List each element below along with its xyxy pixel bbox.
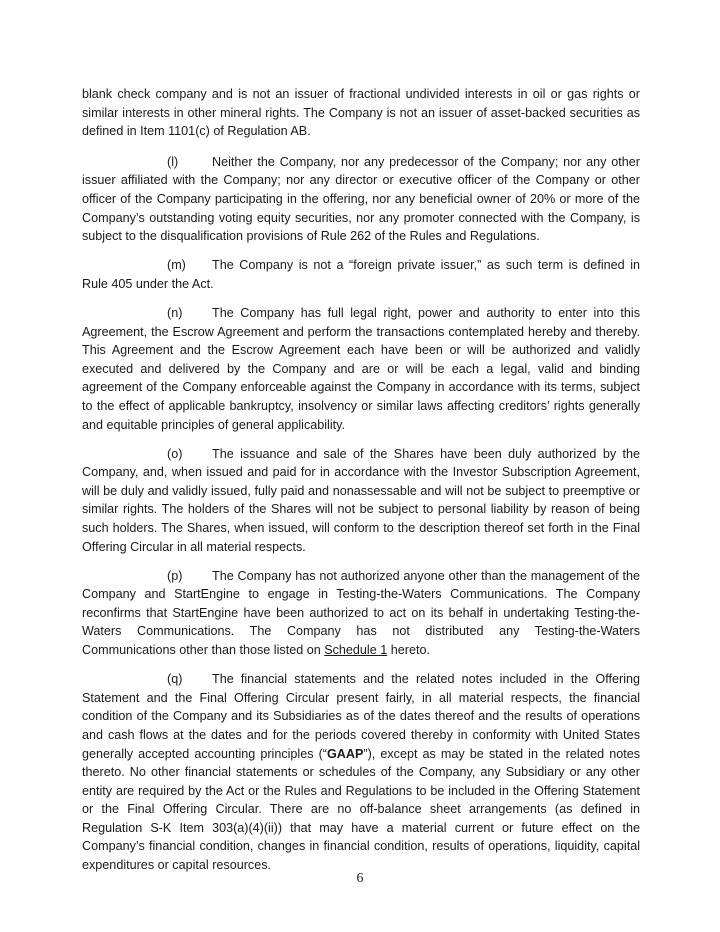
paragraph-text-end: hereto.	[387, 643, 430, 658]
paragraph-o	[82, 445, 640, 557]
paragraph-text-end: ”), except as may be stated in the related notes thereto. No other financial statements or schedules of the Company, any Subsidiary or any other entity are required by the Act or the Rules and Regulations to be included in the Offering Statement or the Final Offering Circular. There are no off-balance sheet arrangements (as defined in Regulation S-K Item 303(a)(4)(ii)) that may have a material current or future effect on the Company’s financial condition, changes in financial condition, results of operations, liquidity, capital expenditures or capital resources.	[82, 746, 641, 873]
paragraph-marker: (l)	[167, 154, 179, 169]
document-body	[82, 85, 640, 885]
paragraph-marker: (m)	[167, 258, 186, 273]
schedule-1-reference: Schedule 1	[324, 643, 388, 658]
paragraph-text: blank check company and is not an issuer of fractional undivided interests in oil or gas rights or similar interests in other mineral rights. The Company is not an issuer of asset-backed securities as defined in Item 1101(c) of Regulation AB.	[82, 87, 640, 139]
defined-term-gaap: GAAP	[327, 746, 364, 761]
paragraph-text: Neither the Company, nor any predecessor of the Company; nor any other issuer affiliated with the Company; nor any director or executive officer of the Company or other officer of the Company participating in the offering, nor any beneficial owner of 20% or more of the Company’s outstanding voting equity securities, nor any promoter connected with the Company, is subject to the disqualification provisions of Rule 262 of the Rules and Regulations.	[82, 154, 640, 244]
page-number: 6	[356, 871, 364, 886]
paragraph-text: The Company has not authorized anyone other than the management of the Company and StartEngine to engage in Testing-the-Waters Communications. The Company reconfirms that StartEngine have been authorized to act on its behalf in undertaking Testing-the-Waters Communications. The Company has not distributed any Testing-the-Waters Communications other than those listed on	[82, 568, 640, 658]
paragraph-text: The Company has full legal right, power and authority to enter into this Agreement, the Escrow Agreement and perform the transactions contemplated hereby and thereby. This Agreement and the Escrow Agreement each have been or will be authorized and validly executed and delivered by the Company and are or will be each a legal, valid and binding agreement of the Company enforceable against the Company in accordance with its terms, subject to the effect of applicable bankruptcy, insolvency or similar laws affecting creditors’ rights generally and equitable principles of general applicability.	[82, 305, 640, 432]
paragraph-marker: (o)	[167, 446, 183, 461]
paragraph-p	[82, 567, 640, 660]
paragraph-n	[82, 304, 640, 434]
paragraph-text: The issuance and sale of the Shares have been duly authorized by the Company, and, when issued and paid for in accordance with the Investor Subscription Agreement, will be duly and validly issued, fully paid and nonassessable and will not be subject to preemptive or similar rights. The holders of the Shares will not be subject to personal liability by reason of being such holders. The Shares, when issued, will conform to the description thereof set forth in the Final Offering Circular in all material respects.	[82, 446, 640, 554]
paragraph-l	[82, 153, 640, 246]
paragraph-m	[82, 256, 640, 293]
paragraph-text: The Company is not a “foreign private issuer,” as such term is defined in Rule 405 under the Act.	[82, 258, 640, 291]
paragraph-marker: (p)	[167, 568, 183, 583]
paragraph-marker: (q)	[167, 672, 183, 687]
paragraph-text: The financial statements and the related notes included in the Offering Statement and the Final Offering Circular present fairly, in all material respects, the financial condition of the Company and its Subsidiaries as of the dates thereof and the results of operations and cash flows at the dates and for the periods covered thereby in conformity with United States generally accepted accounting principles (“	[82, 672, 640, 761]
paragraph-q	[82, 670, 640, 875]
continuation-paragraph	[82, 85, 640, 141]
paragraph-marker: (n)	[167, 305, 183, 320]
